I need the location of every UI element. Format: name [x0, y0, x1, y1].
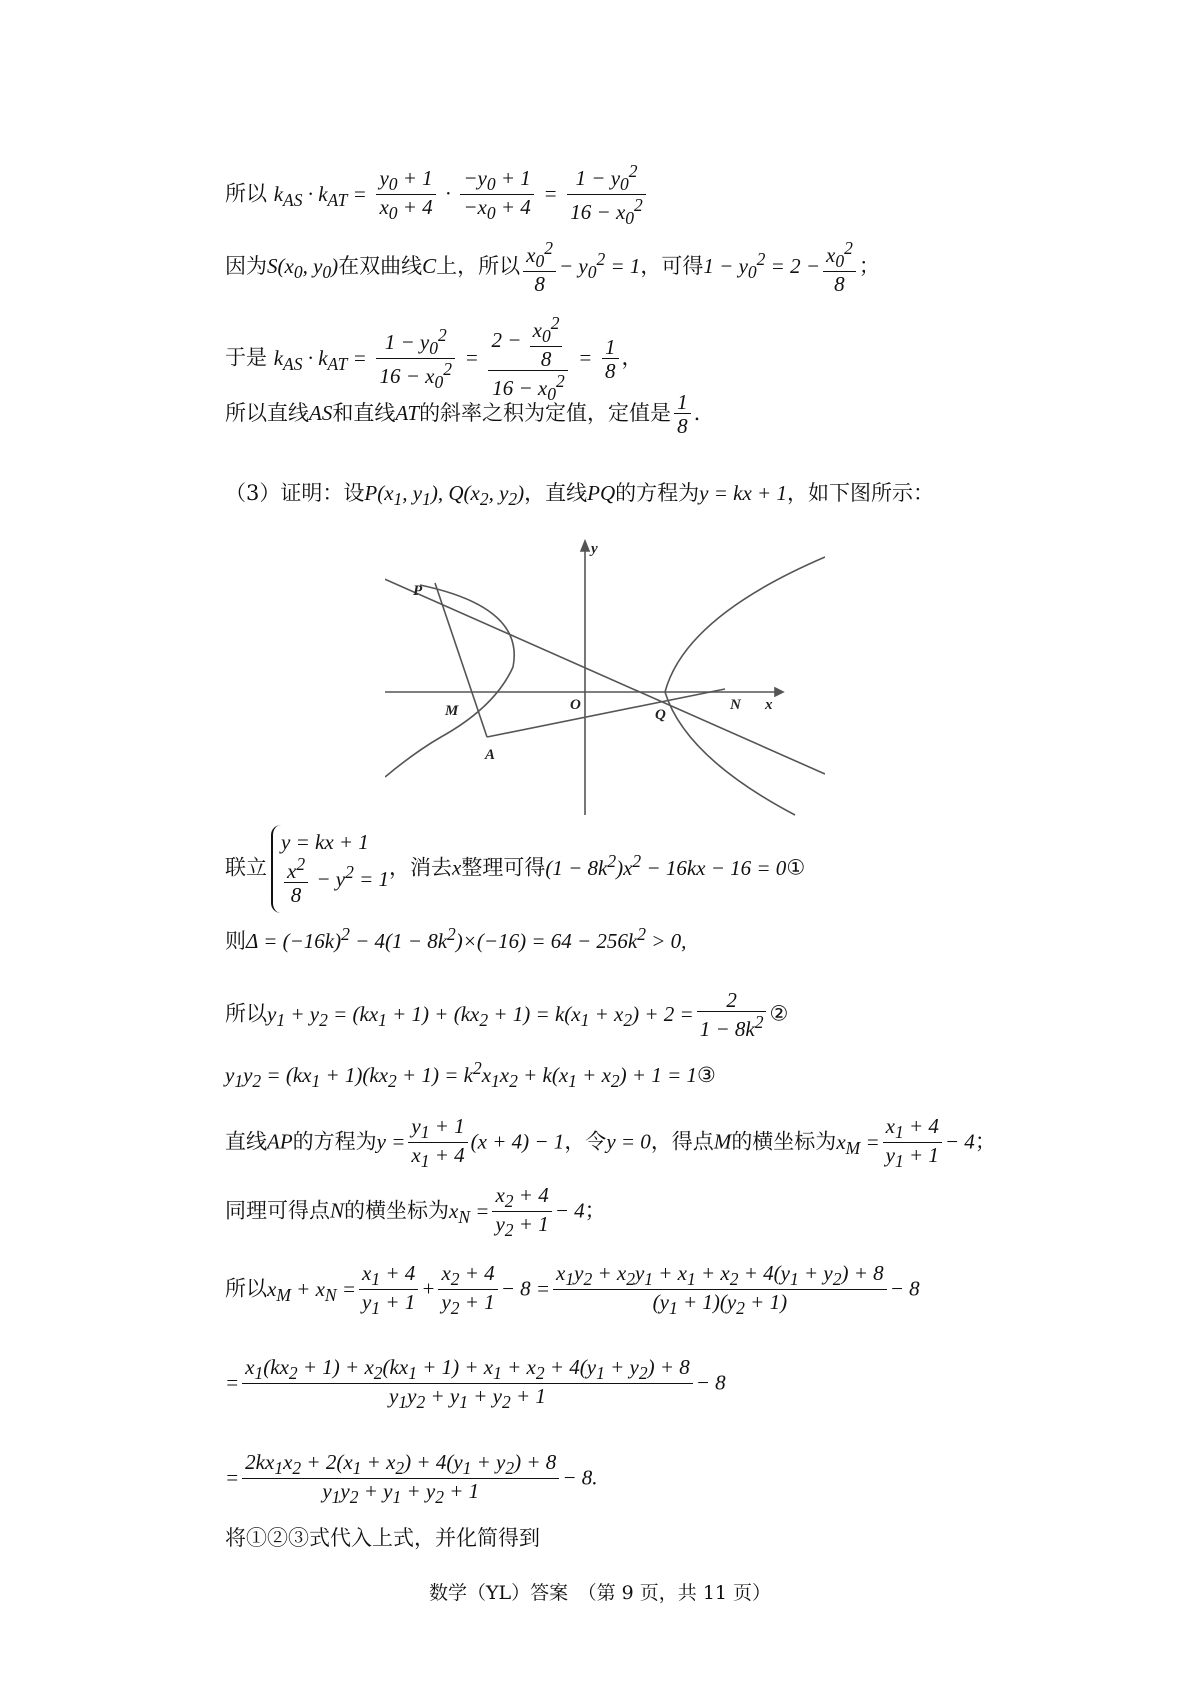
fraction: $\frac{y_0 + 1}{x_0 + 4}$	[376, 168, 435, 222]
line-pq	[385, 577, 825, 774]
fraction: 2 − $\frac{x_0^2}{8}$ $16 - x_0^2$	[488, 315, 568, 403]
line-substitute: 将①②③式代入上式，并化简得到	[225, 1526, 540, 1550]
point-s: $S(x_0$, $y_0$)	[267, 253, 339, 283]
label-m: M	[445, 703, 459, 719]
line-slope-product-simplified: 于是 $k_{AS} \cdot k_{AT}$ = $\frac{1 - y_0^2}{16 - x_0^2}$ = 2 − $\frac{x_0^2}{8}$ $16 - x_0^2$ = $\frac{1}{8}$ ，	[225, 313, 643, 404]
fraction: $\frac{1 - y_0^2}{16 - x_0^2}$	[567, 163, 646, 227]
fraction: $\frac{1}{8}$	[674, 392, 691, 437]
line-xn: 同理可得点N的横坐标为$x_N$ = $\frac{x_2 + 4}{y_2 + 1}$ − 4；	[225, 1183, 606, 1240]
label-p: P	[413, 583, 423, 599]
y-axis-arrow	[581, 541, 589, 551]
line-product-y: $y_1y_2 = (kx_1 + 1)(kx_2 + 1) = k^2x_1x_2 + k(x_1 + x_2) + 1$ = 1③	[225, 1058, 716, 1092]
line-slope-product: 所以 $k_{AS} \cdot k_{AT}$ = $\frac{y_0 + 1}{x_0 + 4}$ · $\frac{-y_0 + 1}{-x_0 + 4}$ = $\frac{1 - y_0^2}{16 - x_0^2}$	[225, 163, 649, 227]
line-system: 联立 y = kx + 1 $\frac{x^2}{8}$ − $y^2 = 1$ ，消去x整理可得$(1 - 8k^2)x^2 - 16kx - 16$ = 0①	[225, 825, 805, 913]
text: 于是	[225, 345, 267, 370]
fraction: $\frac{-y_0 + 1}{-x_0 + 4}$	[460, 168, 533, 222]
line-step2: = $\frac{x_1(kx_2 + 1) + x_2(kx_1 + 1) + x_1 + x_2 + 4(y_1 + y_2) + 8}{y_1y_2 + y_1 + y_2 + 1}$ − 8	[225, 1355, 726, 1412]
text: 因为	[225, 253, 267, 278]
label-n: N	[730, 697, 741, 713]
fraction: $\frac{x_0^2}{8}$	[523, 240, 556, 295]
label-a: A	[485, 747, 496, 763]
label-o: O	[570, 697, 581, 713]
text: 所以	[225, 181, 267, 206]
system-brace: y = kx + 1 $\frac{x^2}{8}$ − $y^2 = 1$	[271, 825, 389, 913]
line-aq	[487, 689, 725, 737]
label-y: y	[591, 541, 598, 557]
line-part3-setup: （3）证明：设$P(x_1$, $y_1$), $Q(x_2$, $y_2$)，直线PQ的方程为y = kx + 1，如下图所示：	[225, 481, 934, 510]
fraction: $\frac{1}{8}$	[602, 337, 619, 382]
eq-kas-kat: $k_{AS} \cdot k_{AT}$ =	[273, 181, 367, 210]
line-sum-xm-xn: 所以$x_M + x_N$ = $\frac{x_1 + 4}{y_1 + 1}$ + $\frac{x_2 + 4}{y_2 + 1}$ − 8 = $\frac{x_1y_2 + x_2y_1 + x_1 + x_2 + 4(y_1 + y_2) + 8}{(y_1 + 1)(y_2 + 1)}$ − 8	[225, 1261, 920, 1318]
fraction: $\frac{x_0^2}{8}$	[823, 240, 856, 295]
text: 上，所以	[436, 253, 521, 278]
x-axis-arrow	[775, 688, 783, 696]
line-ap	[435, 583, 487, 737]
line-hyperbola-condition: 因为$S(x_0$, $y_0$)在双曲线C上，所以 $\frac{x_0^2}{8}$ − $y_0^2 = 1$，可得$1 - y_0^2 = 2$ − $\frac{x_0^2}{8}$ ；	[225, 238, 880, 296]
text: ，可得	[640, 253, 704, 278]
line-step3: = $\frac{2kx_1x_2 + 2(x_1 + x_2) + 4(y_1 + y_2) + 8}{y_1y_2 + y_1 + y_2 + 1}$ − 8.	[225, 1450, 598, 1507]
hyperbola-figure	[385, 537, 825, 817]
label-x: x	[765, 697, 773, 713]
text: 在双曲线	[338, 253, 423, 278]
page-footer: 数学（YL）答案 （第 9 页，共 11 页）	[428, 1582, 772, 1604]
fraction: $\frac{1 - y_0^2}{16 - x_0^2}$	[376, 327, 455, 391]
label-q: Q	[655, 707, 666, 723]
line-conclusion-constant: 所以直线AS和直线AT的斜率之积为定值，定值是 $\frac{1}{8}$ .	[225, 390, 701, 438]
line-ap-equation: 直线AP的方程为y = $\frac{y_1 + 1}{x_1 + 4}$ (x + 4) − 1，令y = 0，得点M的横坐标为$x_M$ = $\frac{x_1 + 4}{y_1 + 1}$ − 4；	[225, 1114, 996, 1171]
line-discriminant: 则$\Delta = (-16k)^2 - 4(1 - 8k^2)\times(-16) = 64 - 256k^2 > 0$,	[225, 924, 687, 953]
line-sum-y: 所以$y_1 + y_2 = (kx_1 + 1) + (kx_2 + 1) = k(x_1 + x_2) + 2$ = $\frac{2}{1 - 8k^2}$ ②	[225, 988, 789, 1041]
curve-c: C	[422, 253, 437, 278]
right-branch	[665, 557, 825, 815]
